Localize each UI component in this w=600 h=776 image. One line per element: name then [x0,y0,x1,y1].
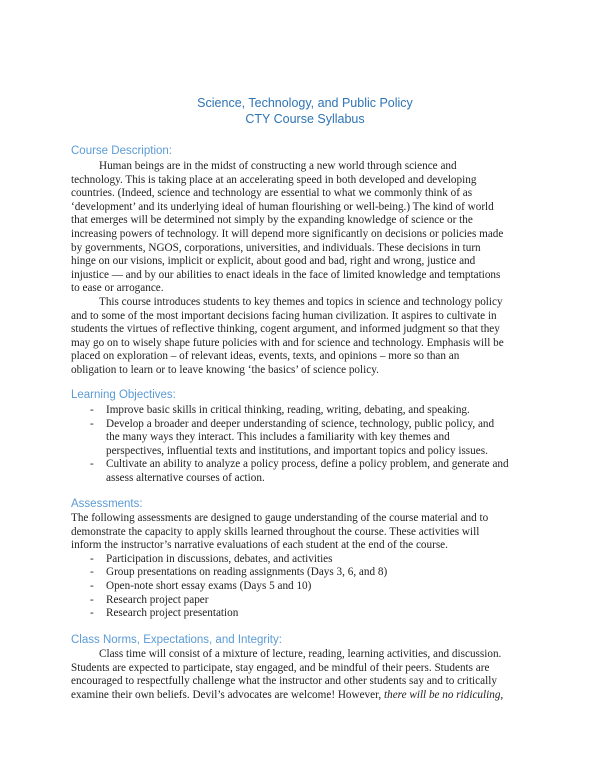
learning-objectives-list [71,404,551,486]
bullet-dash: - [90,579,94,592]
document-subtitle: CTY Course Syllabus [245,112,365,126]
text-line: Class time will consist of a mixture of lecture, reading, learning activities, and discussion. [99,648,502,660]
assessments-text [71,512,551,621]
list-item-text: Participation in discussions, debates, and activities [106,552,333,565]
class-norms-text [71,648,551,702]
bullet-dash: - [90,417,94,430]
list-item [71,404,551,418]
heading-learning-objectives: Learning Objectives: [71,389,176,401]
list-item-text: Research project paper [106,593,209,606]
text-segment: examine their own beliefs. Devil’s advocates are welcome! However, [71,688,384,701]
list-item [71,418,551,432]
text-line: may go on to wisely shape future policies with and for science and technology. Emphasis will be [71,336,504,349]
heading-assessments: Assessments: [71,498,143,510]
italic-emphasis: there will be no ridiculing, [384,688,504,701]
text-line: that emerges will be determined not simply by the expanding knowledge of science or the [71,214,473,227]
text-line: encouraged to respectfully challenge what the instructor and other students say and to critically [71,675,497,688]
bullet-dash: - [90,458,94,471]
heading-class-norms: Class Norms, Expectations, and Integrity: [71,634,282,646]
text-line: countries. (Indeed, science and technology are essential to what we commonly think of as [71,187,473,200]
list-item [71,607,551,621]
text-line: This course introduces students to key themes and topics in science and technology policy [99,295,503,308]
list-item-continuation: assess alternative courses of action. [106,471,265,484]
list-item-text: Open-note short essay exams (Days 5 and 10) [106,579,312,592]
text-line: demonstrate the capacity to apply skills learned throughout the course. These activities will [71,525,480,538]
heading-course-description: Course Description: [71,145,172,157]
text-line: The following assessments are designed to gauge understanding of the course material and to [71,512,489,524]
text-line: technology. This is taking place at an accelerating speed in both developed and developing [71,173,477,186]
list-item [71,580,551,594]
text-line: Human beings are in the midst of constructing a new world through science and [99,160,457,172]
list-item [71,594,551,608]
list-item-text: Research project presentation [106,607,239,620]
text-line: by governments, NGOS, corporations, universities, and individuals. These decisions in turn [71,241,481,254]
text-line [71,689,551,703]
list-item [71,553,551,567]
text-line: and to some of the most important decisions facing human civilization. It aspires to cultivate in [71,309,497,322]
text-line: placed on exploration – of relevant ideas, events, texts, and opinions – more so than an [71,350,460,363]
text-line: inform the instructor’s narrative evaluations of each student at the end of the course. [71,539,448,552]
text-line: students the virtues of reflective thinking, cogent argument, and informed judgment so that they [71,323,500,336]
bullet-dash: - [90,552,94,565]
list-item-text: Develop a broader and deeper understanding of science, technology, public policy, and [106,417,495,430]
course-description-text [71,160,551,378]
text-line: increasing powers of technology. It will depend more significantly on decisions or policies made [71,227,504,240]
text-line: to ease or arrogance. [71,282,164,295]
text-line: hinge on our visions, implicit or explicit, about good and bad, right and wrong, justice and [71,255,476,268]
bullet-dash: - [90,607,94,620]
list-item-text: Improve basic skills in critical thinking, reading, writing, debating, and speaking. [106,404,470,416]
list-item [71,566,551,580]
list-item-text: Cultivate an ability to analyze a policy process, define a policy problem, and generate and [106,458,509,471]
text-line: injustice — and by our abilities to enact ideals in the face of limited knowledge and temptations [71,268,501,281]
text-line: Students are expected to participate, stay engaged, and be mindful of their peers. Students are [71,661,490,674]
bullet-dash: - [90,404,94,416]
bullet-dash: - [90,566,94,579]
list-item-continuation: perspectives, influential texts and institutions, and important topics and policy issues. [106,444,488,457]
document-title: Science, Technology, and Public Policy [197,96,413,110]
list-item [71,458,551,472]
bullet-dash: - [90,593,94,606]
text-line: ‘development’ and its underlying ideal of human flourishing or well-being.) The kind of world [71,200,494,213]
list-item-continuation: the many ways they interact. This includes a familiarity with key themes and [106,431,450,444]
text-line: obligation to learn or to leave knowing ‘the basics’ of science policy. [71,363,379,376]
list-item-text: Group presentations on reading assignments (Days 3, 6, and 8) [106,566,388,579]
